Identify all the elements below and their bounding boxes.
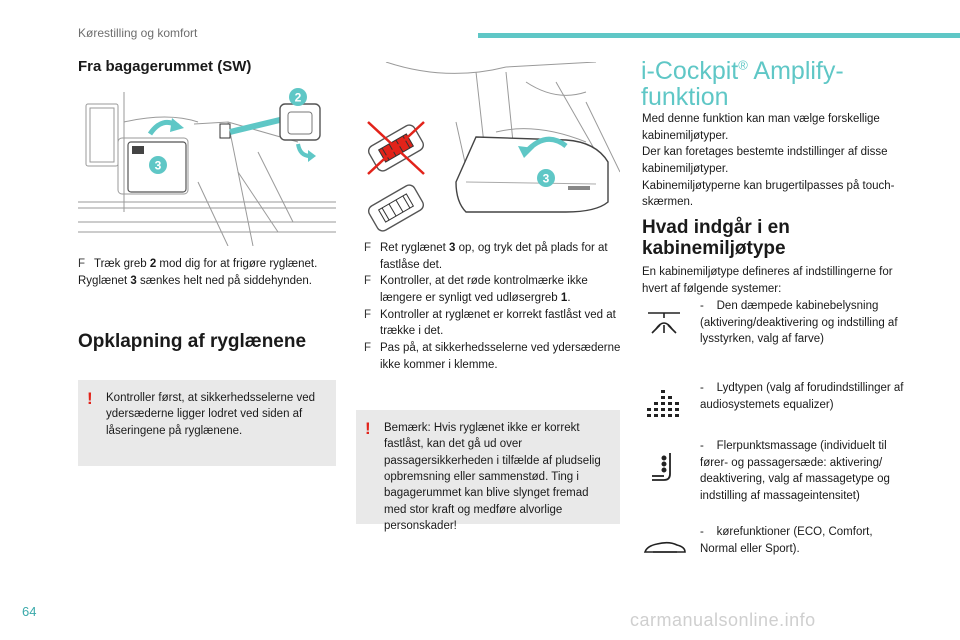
warning-text: Kontroller først, at sikkerhedsselerne ved ydersæderne ligger lodret ved siden af låseringene på ryglænene. bbox=[106, 392, 316, 437]
trunk-illustration bbox=[78, 82, 336, 246]
step-ref: 2 bbox=[149, 258, 157, 270]
step-text-end: mod dig for at frigøre ryglænet. bbox=[156, 258, 318, 270]
sub-intro: En kabinemiljøtype defineres af indstillingerne for hvert af følgende systemer: bbox=[642, 266, 893, 295]
step-1: F Ret ryglænet 3 op, og tryk det på plads for at fastlåse det. bbox=[364, 240, 622, 273]
warning-box-left bbox=[78, 380, 336, 466]
step-1 bbox=[78, 256, 340, 273]
driving-mode-desc: - kørefunktioner (ECO, Comfort, Normal eller Sport). bbox=[700, 526, 873, 555]
seat-massage-icon bbox=[646, 450, 682, 491]
step-mark: F bbox=[78, 258, 86, 270]
step-4: F Pas på, at sikkerhedsselerne ved ydersæderne ikke kommer i klemme. bbox=[364, 340, 622, 373]
sound-equalizer-icon bbox=[645, 388, 685, 427]
seatback-illustration bbox=[356, 62, 620, 246]
step-mark: F bbox=[364, 242, 372, 254]
subheading: Hvad indgår i en kabinemiljøtype bbox=[642, 217, 790, 259]
page-number: 64 bbox=[22, 604, 37, 619]
section-heading-unfold: Opklapning af ryglænene bbox=[78, 331, 307, 352]
step-2: F Kontroller, at det røde kontrolmærke ikke længere er synligt ved udløsergreb 1. bbox=[364, 273, 622, 306]
running-head: Kørestilling og komfort bbox=[78, 26, 198, 40]
section-heading-trunk: Fra bagagerummet (SW) bbox=[78, 58, 252, 75]
step-3: F Kontroller at ryglænet er korrekt fastlåst ved at trække i det. bbox=[364, 307, 622, 340]
intro-text: Med denne funktion kan man vælge forskellige kabinemiljøtyper. Der kan foretages bestemte indstillinger af disse kabinemiljøtyper. Kabinemiljøtyperne kan brugertilpasses på touch-skærmen. bbox=[642, 113, 895, 209]
middle-instructions bbox=[364, 240, 622, 373]
warning-text: Bemærk: Hvis ryglænet ikke er korrekt fastlåst, kan det gå ud over passagersikkerheden i tilfælde af pludselig opbremsning eller sammenstød. Ting i bagagerummet kan blive slynget fremad med stor kraft og medføre alvorlige personskader! bbox=[384, 422, 601, 532]
step-mark: F bbox=[364, 275, 372, 288]
callout-3: 3 bbox=[154, 158, 162, 173]
callout-3-mid: 3 bbox=[542, 171, 550, 186]
warning-icon: ! bbox=[365, 419, 371, 438]
warning-box-middle bbox=[356, 410, 620, 532]
header-rule bbox=[478, 33, 960, 38]
callout-2: 2 bbox=[294, 90, 302, 105]
ambient-light-icon bbox=[644, 303, 684, 342]
massage-desc: - Flerpunktsmassage (individuelt til fører- og passagersæde: aktivering/ deaktivering, valg af massagetype og indstilling af massageintensitet) bbox=[700, 440, 890, 503]
step-mark: F bbox=[364, 308, 372, 321]
after-step-text: Ryglænet 3 sænkes helt ned på siddehynden. bbox=[78, 274, 313, 287]
sound-desc: - Lydtypen (valg af forudindstillinger af audiosystemets equalizer) bbox=[700, 382, 904, 411]
ambient-light-desc: - Den dæmpede kabinebelysning (aktivering/deaktivering og indstilling af lysstyrken, valg af farve) bbox=[700, 300, 898, 346]
left-instructions bbox=[78, 256, 340, 289]
step-mark: F bbox=[364, 342, 372, 355]
warning-icon: ! bbox=[87, 389, 93, 408]
driving-mode-icon bbox=[643, 538, 687, 563]
step-text: Træk greb bbox=[94, 258, 150, 270]
watermark: carmanualsonline.info bbox=[630, 610, 816, 630]
page-title: i-Cockpit® Amplify- funktion bbox=[641, 57, 844, 112]
